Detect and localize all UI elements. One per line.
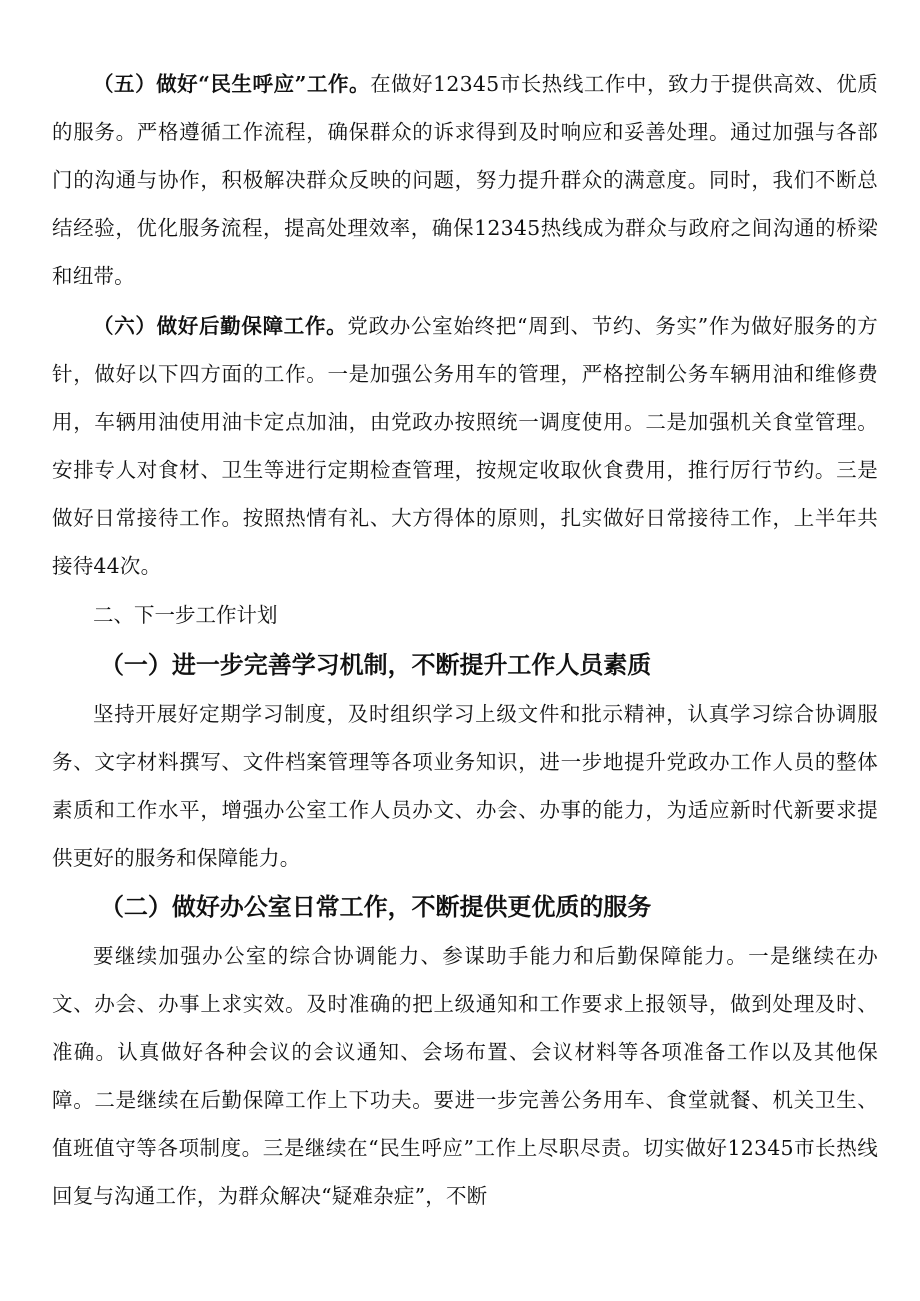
sub-heading-learning-mechanism: （一）进一步完善学习机制，不断提升工作人员素质: [99, 650, 652, 679]
paragraph-body: 在做好12345市长热线工作中，致力于提供高效、优质的服务。严格遵循工作流程，确保群众的诉求得到及时响应和妥善处理。通过加强与各部门的沟通与协作，积极解决群众反映的问题，努力提升群众的满意度。同时，我们不断总结经验，优化服务流程，提高处理效率，确保12345热线成为群众与政府之间沟通的桥梁和纽带。: [52, 72, 878, 288]
paragraph-lead: （五）做好“民生呼应”工作。: [93, 72, 371, 96]
paragraph-lead: （六）做好后勤保障工作。: [93, 314, 348, 338]
sub-heading-daily-work: （二）做好办公室日常工作，不断提供更优质的服务: [99, 892, 652, 921]
paragraph-livelihood-response: [52, 60, 878, 300]
paragraph-body: 党政办公室始终把“周到、节约、务实”作为做好服务的方针，做好以下四方面的工作。一是加强公务用车的管理，严格控制公务车辆用油和维修费用，车辆用油使用油卡定点加油，由党政办按照统一调度使用。二是加强机关食堂管理。安排专人对食材、卫生等进行定期检查管理，按规定收取伙食费用，推行厉行节约。三是做好日常接待工作。按照热情有礼、大方得体的原则，扎实做好日常接待工作，上半年共接待44次。: [52, 314, 878, 578]
section-heading-next-plan: 二、下一步工作计划: [93, 603, 278, 627]
paragraph-daily-work: 要继续加强办公室的综合协调能力、参谋助手能力和后勤保障能力。一是继续在办文、办会、办事上求实效。及时准确的把上级通知和工作要求上报领导，做到处理及时、准确。认真做好各种会议的会议通知、会场布置、会议材料等各项准备工作以及其他保障。二是继续在后勤保障工作上下功夫。要进一步完善公务用车、食堂就餐、机关卫生、值班值守等各项制度。三是继续在“民生呼应”工作上尽职尽责。切实做好12345市长热线回复与沟通工作，为群众解决“疑难杂症”，不断: [52, 944, 878, 1208]
paragraph-learning-mechanism: 坚持开展好定期学习制度，及时组织学习上级文件和批示精神，认真学习综合协调服务、文字材料撰写、文件档案管理等各项业务知识，进一步地提升党政办工作人员的整体素质和工作水平，增强办公室工作人员办文、办会、办事的能力，为适应新时代新要求提供更好的服务和保障能力。: [52, 702, 878, 870]
paragraph-logistics-support: [52, 302, 878, 590]
